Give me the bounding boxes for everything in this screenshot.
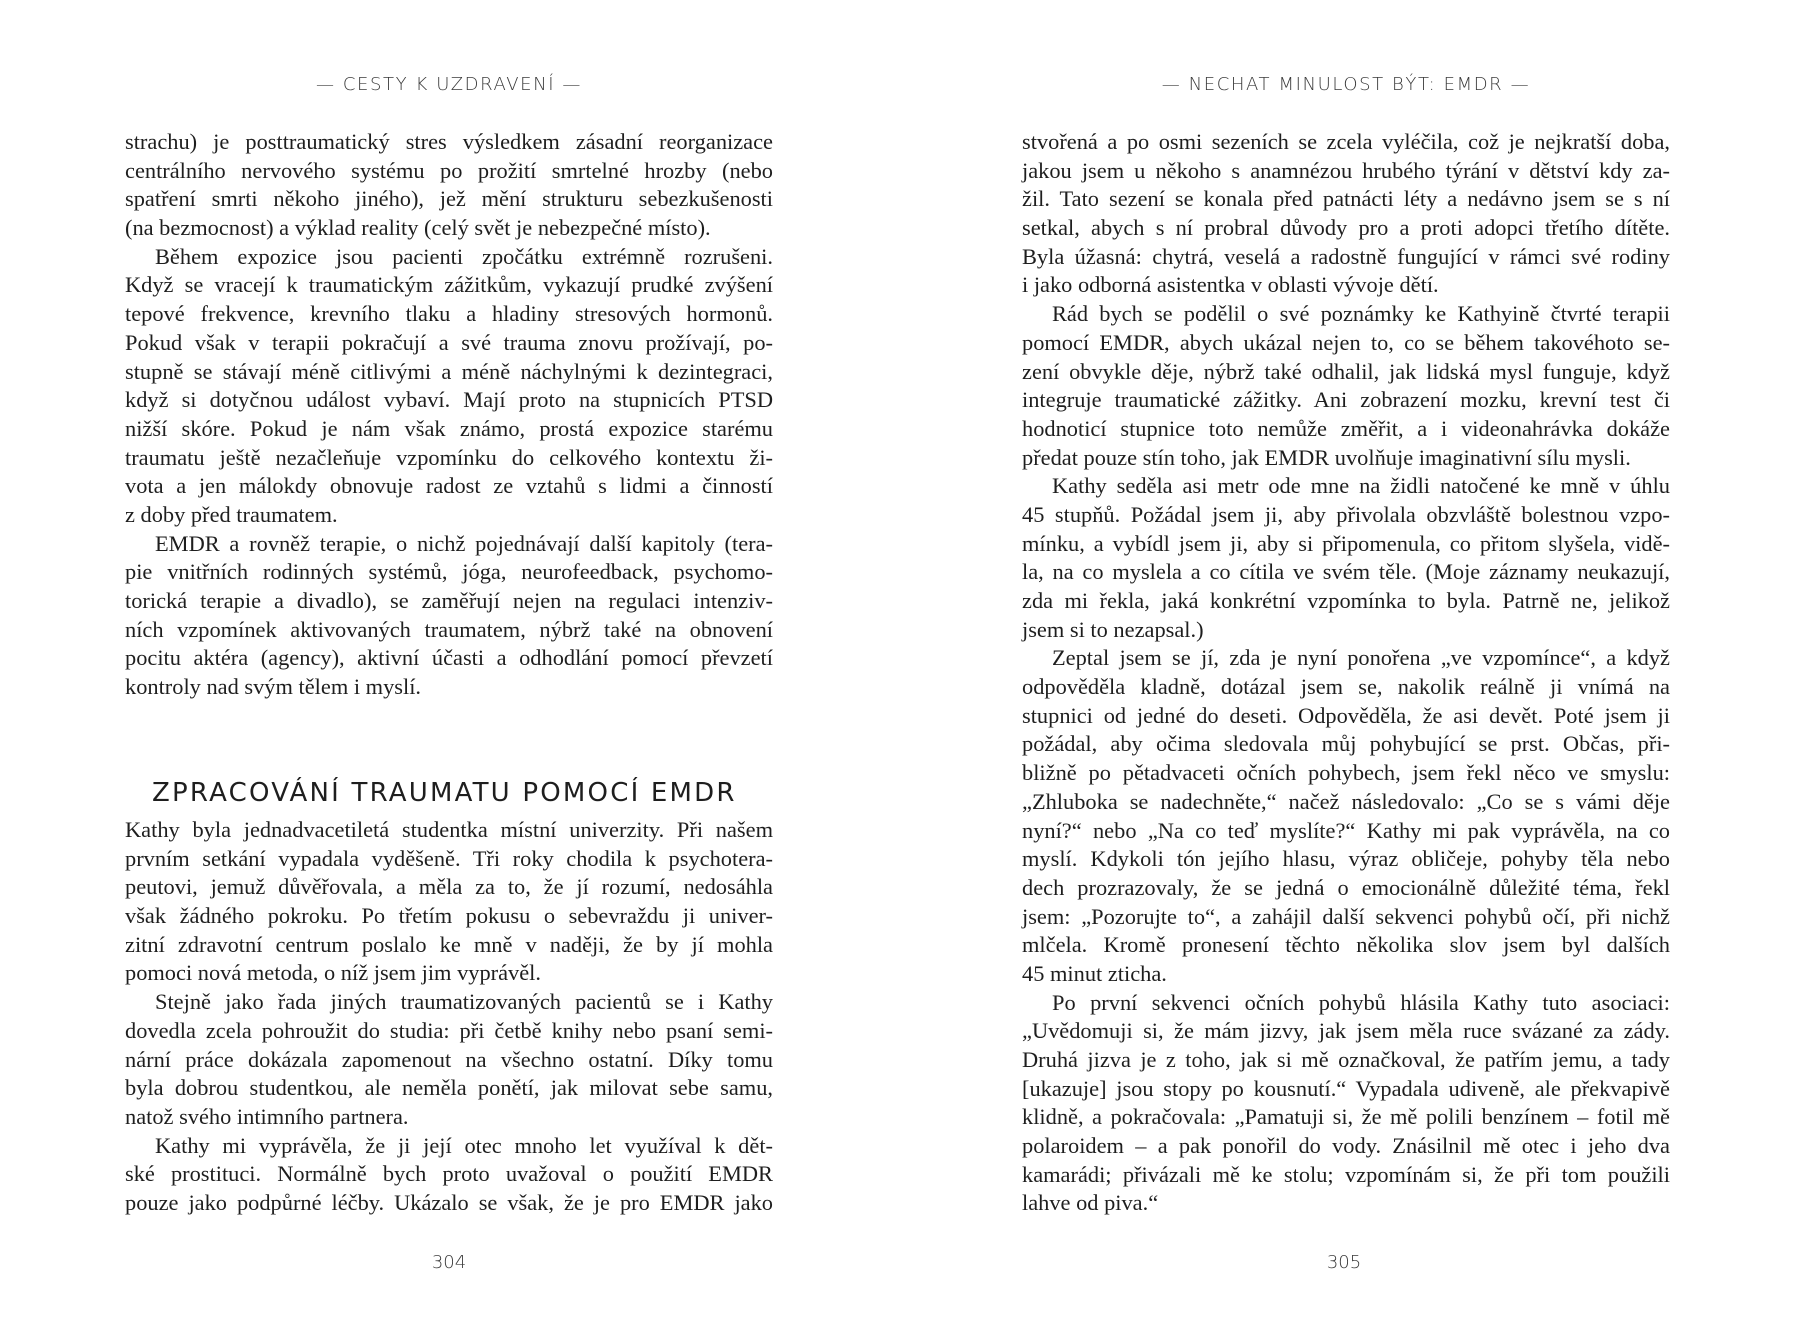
text-line: hodnoticí stupnice toto nemůže změřit, a i videonahrávka dokáže (1022, 415, 1670, 441)
text-line: zda mi řekla, jaká konkrétní vzpomínka to byla. Patrně ne, jelikož (1022, 588, 1670, 613)
text-line: „Uvědomuji si, že mám jizvy, jak jsem měla ruce svázané za zády. (1022, 1018, 1670, 1044)
text-line: centrálního nervového systému po prožití smrtelné hrozby (nebo (125, 157, 773, 183)
body-text-block (125, 128, 773, 702)
text-line: nyní?“ nebo „Na co teď myslíte?“ Kathy mi pak vyprávěla, na co (1022, 817, 1670, 843)
text-line: peutovi, jemuž důvěřovala, a měla za to, že jí rozumí, nedosáhla (125, 874, 773, 900)
text-line: mínku, a vybídl jsem ji, aby si připomenula, co přitom slyšela, vidě- (1022, 530, 1670, 556)
text-line: lahve od piva.“ (1022, 1190, 1159, 1216)
text-line: EMDR a rovněž terapie, o nichž pojednávají další kapitoly (tera- (155, 530, 773, 556)
text-line: dovedla zcela pohroužit do studia: při četbě knihy nebo psaní semi- (125, 1017, 773, 1043)
paragraph (1022, 472, 1670, 644)
text-line: torická terapie a divadlo), se zaměřují nejen na regulaci intenziv- (125, 588, 773, 613)
paragraph (1022, 644, 1670, 988)
text-line: bližně po pětadvaceti očních pohybech, jsem řekl něco ve smyslu: (1022, 760, 1670, 786)
text-line: traumatu ještě nezačleňuje vzpomínku do celkového kontextu ži- (125, 444, 773, 470)
section-heading: ZPRACOVÁNÍ TRAUMATU POMOCÍ EMDR (152, 777, 737, 808)
text-line: Po první sekvenci očních pohybů hlásila Kathy tuto asociaci: (1052, 989, 1670, 1015)
page-number: 304 (431, 1252, 467, 1273)
text-line: z doby před traumatem. (125, 501, 338, 527)
text-line: tepové frekvence, krevního tlaku a hladiny stresových hormonů. (125, 301, 773, 327)
left-page (0, 0, 897, 1334)
text-line: zitní zdravotní centrum poslalo ke mně v naději, že by jí mohla (125, 931, 773, 957)
text-line: myslí. Kdykoli tón jejího hlasu, výraz obličeje, pohyby těla nebo (1022, 846, 1670, 872)
paragraph (1022, 300, 1670, 472)
text-line: ské prostituci. Normálně bych proto uvažoval o použití EMDR (125, 1161, 773, 1187)
paragraph (1022, 989, 1670, 1219)
text-line: jsem si to nezapsal.) (1022, 616, 1204, 642)
text-line: odpověděla kladně, dotázal jsem se, nakolik reálně ji vnímá na (1022, 674, 1670, 700)
text-line: dech prozrazovaly, že se jedná o emocionálně důležité téma, řekl (1022, 874, 1670, 900)
paragraph (1022, 128, 1670, 300)
text-line: natož svého intimního partnera. (125, 1103, 409, 1129)
text-line: Zeptal jsem se jí, zda je nyní ponořena „ve vzpomínce“, a když (1052, 645, 1670, 671)
running-head: — NECHAT MINULOST BÝT: EMDR — (1161, 74, 1531, 95)
text-line: polaroidem – a pak ponořil do vody. Znásilnil mě otec i jeho dva (1022, 1133, 1670, 1159)
text-line: setkal, abych s ní probral důvody pro a proti adopci třetího dítěte. (1022, 215, 1670, 241)
text-line: jakou jsem u někoho s anamnézou hrubého týrání v dětství kdy za- (1022, 157, 1670, 183)
text-line: ních vzpomínek aktivovaných traumatem, nýbrž také na obnovení (125, 616, 773, 642)
text-line: Když se vracejí k traumatickým zážitkům, vykazují prudké zvýšení (125, 272, 773, 298)
text-line: pomocí EMDR, abych ukázal nejen to, co se během takovéhoto se- (1022, 329, 1670, 355)
text-line: „Zhluboka se nadechněte,“ načež následovalo: „Co se s vámi děje (1022, 788, 1670, 814)
paragraph (125, 243, 773, 530)
text-line: klidně, a pokračovala: „Pamatuji si, že mě polili benzínem – fotil mě (1022, 1104, 1670, 1130)
text-line: předat pouze stín toho, jak EMDR uvolňuje imaginativní sílu mysli. (1022, 444, 1631, 470)
text-line: stvořená a po osmi sezeních se zcela vyléčila, což je nejkratší doba, (1022, 129, 1670, 154)
text-line: Kathy byla jednadvacetiletá studentka místní univerzity. Při našem (125, 817, 773, 842)
paragraph (125, 128, 773, 243)
text-line: integruje traumatické zážitky. Ani zobrazení mozku, krevní test či (1022, 387, 1670, 413)
text-line: nární práce dokázala zapomenout na všechno ostatní. Díky tomu (125, 1046, 773, 1072)
text-line: strachu) je posttraumatický stres výsledkem zásadní reorganizace (125, 129, 773, 154)
paragraph (125, 1132, 773, 1218)
text-line: Stejně jako řada jiných traumatizovaných pacientů se i Kathy (155, 989, 773, 1015)
text-line: nižší skóre. Pokud je nám však známo, prostá expozice starému (125, 415, 773, 441)
text-line: byla dobrou studentkou, ale neměla ponětí, jak milovat sebe samu, (125, 1075, 773, 1101)
text-line: Rád bych se podělil o své poznámky ke Kathyině čtvrté terapii (1052, 301, 1670, 327)
text-line: 45 stupňů. Požádal jsem ji, aby přivolala obzvláště bolestnou vzpo- (1022, 501, 1670, 527)
text-line: spatření smrti někoho jiného), jež mění strukturu sebezkušenosti (125, 186, 773, 212)
page-number: 305 (1326, 1252, 1362, 1273)
text-line: i jako odborná asistentka v oblasti vývoje dětí. (1022, 272, 1439, 298)
paragraph (125, 988, 773, 1131)
text-line: pouze jako podpůrné léčby. Ukázalo se však, že je pro EMDR jako (125, 1189, 773, 1215)
text-line: vota a jen málokdy obnovuje radost ze vztahů s lidmi a činností (125, 473, 773, 499)
text-line: když si dotyčnou událost vybaví. Mají proto na stupnicích PTSD (125, 387, 773, 413)
text-line: Během expozice jsou pacienti zpočátku extrémně rozrušeni. (155, 243, 773, 269)
text-line: stupně se stávají méně citlivými a méně náchylnými k dezintegraci, (125, 358, 773, 384)
text-line: však žádného pokroku. Po třetím pokusu o sebevraždu ji univer- (125, 903, 773, 929)
text-line: Byla úžasná: chytrá, veselá a radostně fungující v rámci své rodiny (1022, 243, 1670, 269)
text-line: kontroly nad svým tělem i myslí. (125, 674, 422, 700)
text-line: Kathy seděla asi metr ode mne na židli natočené ke mně v úhlu (1052, 473, 1670, 499)
text-line: zení obvykle děje, nýbrž také odhalil, jak lidská mysl funguje, když (1022, 358, 1670, 384)
text-line: žil. Tato sezení se konala před patnácti léty a nedávno jsem se s ní (1022, 186, 1670, 212)
text-line: požádal, aby očima sledovala můj pohybující se prst. Občas, při- (1022, 731, 1670, 757)
text-line: prvním setkání vypadala vyděšeně. Tři roky chodila k psychotera- (125, 845, 773, 871)
right-page (898, 0, 1795, 1334)
text-line: jsem: „Pozorujte to“, a zahájil další sekvenci pohybů očí, při nichž (1022, 903, 1670, 929)
paragraph (125, 816, 773, 988)
text-line: pomoci nová metoda, o níž jsem jim vyprávěl. (125, 960, 541, 986)
text-line: kamarádi; přivázali mě ke stolu; vzpomínám si, že při tom použili (1022, 1161, 1670, 1187)
text-line: la, na co myslela a co cítila ve svém těle. (Moje záznamy neukazují, (1022, 559, 1670, 585)
text-line: Druhá jizva je z toho, jak si mě označkoval, že patřím jemu, a tady (1022, 1047, 1670, 1072)
text-line: Pokud však v terapii pokračují a své trauma znovu prožívají, po- (125, 329, 773, 355)
text-line: (na bezmocnost) a výklad reality (celý svět je nebezpečné místo). (125, 215, 711, 241)
running-head: — CESTY K UZDRAVENÍ — (315, 74, 583, 95)
text-line: 45 minut zticha. (1022, 960, 1167, 986)
text-line: [ukazuje] jsou stopy po kousnutí.“ Vypadala udiveně, ale překvapivě (1022, 1075, 1670, 1101)
body-text-block (125, 816, 773, 1218)
text-line: mlčela. Kromě pronesení těchto několika slov jsem byl dalších (1022, 932, 1670, 958)
text-line: stupnici od jedné do deseti. Odpověděla, že asi devět. Poté jsem ji (1022, 702, 1670, 728)
paragraph (125, 530, 773, 702)
body-text-block (1022, 128, 1670, 1218)
text-line: pie vnitřních rodinných systémů, jóga, neurofeedback, psychomo- (125, 559, 773, 585)
text-line: pocitu aktéra (agency), aktivní účasti a odhodlání pomocí převzetí (125, 645, 773, 671)
text-line: Kathy mi vyprávěla, že ji její otec mnoho let využíval k dět- (155, 1132, 773, 1158)
